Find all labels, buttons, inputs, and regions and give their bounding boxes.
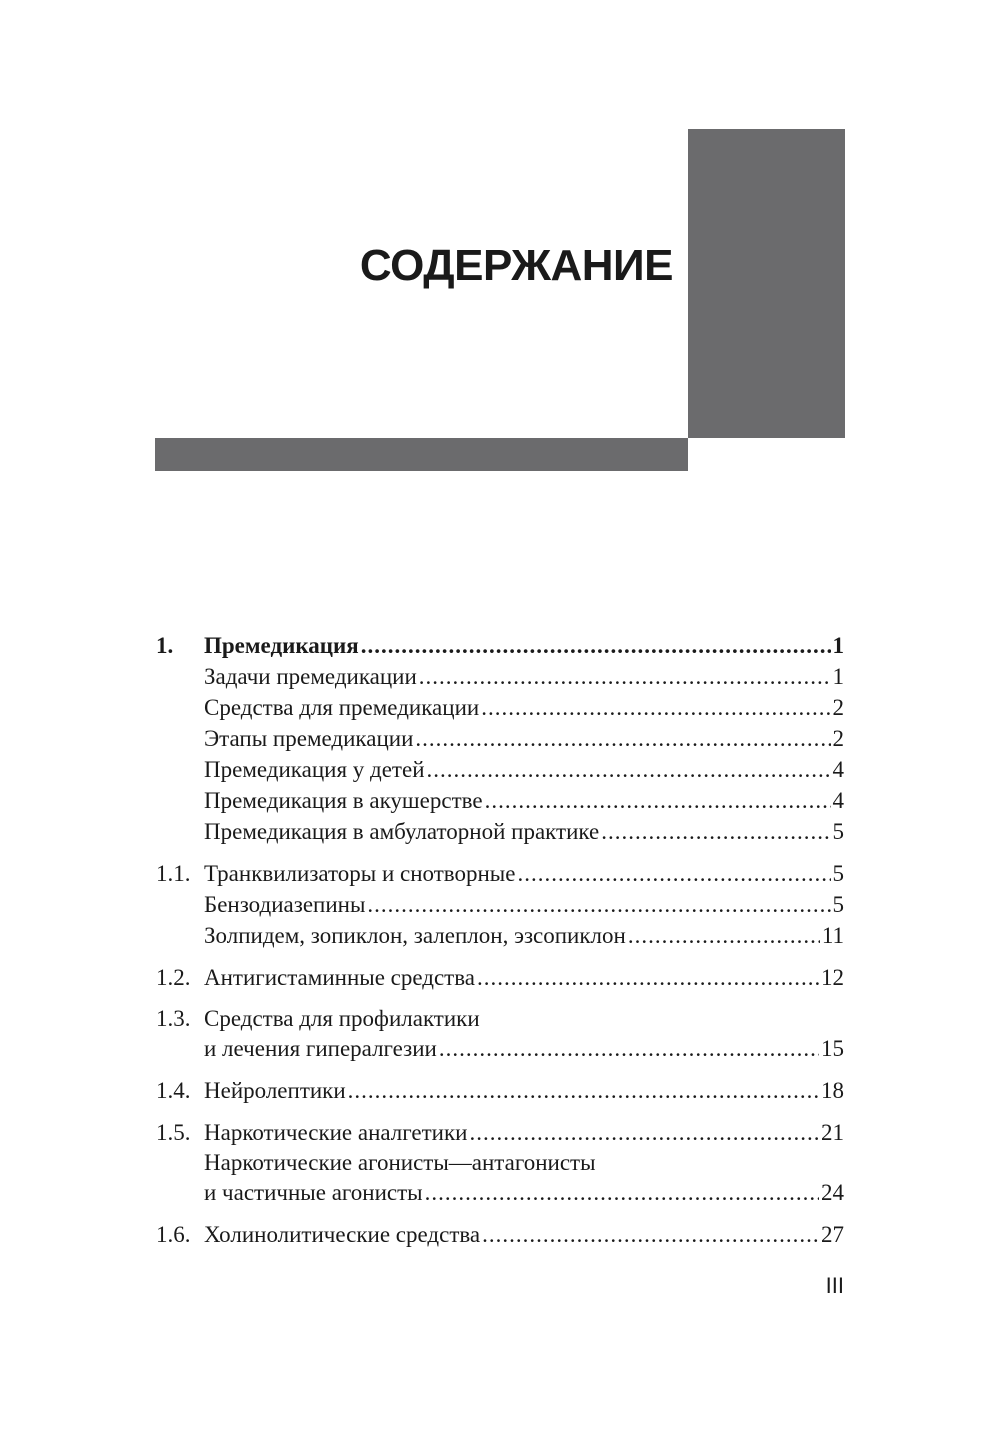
toc-entry (156, 816, 844, 847)
toc-entry-label: Бензодиазепины (204, 892, 366, 917)
toc-entry (156, 661, 844, 692)
toc-entry (156, 723, 844, 754)
toc-entry (156, 889, 844, 920)
toc-entry-page: 2 (832, 695, 844, 720)
toc-entry (156, 858, 844, 889)
toc-entry-number: 1.6. (156, 1222, 191, 1247)
dot-leader (477, 962, 819, 993)
toc-entry (156, 692, 844, 723)
toc-entry-label: Этапы премедикации (204, 726, 414, 751)
toc-entry-number: 1. (156, 633, 174, 658)
dot-leader (517, 858, 830, 889)
toc-entry-page: 24 (821, 1180, 844, 1205)
dot-leader (419, 661, 831, 692)
toc-entry-label: Премедикация в амбулаторной практике (204, 819, 600, 844)
toc-entry-page: 1 (832, 664, 844, 689)
toc-entry-label: Средства для премедикации (204, 695, 480, 720)
toc-entry (156, 785, 844, 816)
toc-entry-label-continued: и лечения гипералгезии (204, 1036, 437, 1061)
page-title: СОДЕРЖАНИЕ (359, 241, 673, 290)
toc-entry-number: 1.4. (156, 1078, 191, 1103)
dot-leader (348, 1075, 819, 1106)
dot-leader (427, 754, 831, 785)
page-number: III (825, 1273, 844, 1298)
toc-entry-label: Наркотические аналгетики (204, 1120, 468, 1145)
toc-entry (156, 1117, 844, 1148)
toc-entry-label: Премедикация в акушерстве (204, 788, 483, 813)
toc-entry-label: Задачи премедикации (204, 664, 417, 689)
toc-entry-page: 11 (821, 923, 844, 948)
dot-leader (469, 1117, 819, 1148)
toc-entry (156, 1219, 844, 1250)
toc-entry-page: 1 (832, 633, 844, 658)
toc-entry-label: Нейролептики (204, 1078, 346, 1103)
toc-entry (156, 1004, 844, 1064)
toc-entry-page: 4 (832, 757, 844, 782)
dot-leader (361, 630, 831, 661)
toc-entry-page: 4 (832, 788, 844, 813)
toc-entry-label: Транквилизаторы и снотворные (204, 861, 516, 886)
dot-leader (425, 1177, 819, 1208)
toc-entry-label: Средства для профилактики (204, 1006, 480, 1031)
toc-entry-label: Премедикация (204, 633, 359, 658)
dot-leader (601, 816, 830, 847)
decorative-gray-bar-horizontal (155, 438, 688, 471)
toc-entry (156, 754, 844, 785)
toc-entry (156, 920, 844, 951)
toc-entry-label: Премедикация у детей (204, 757, 425, 782)
toc-entry (156, 630, 844, 661)
dot-leader (628, 920, 820, 951)
toc-entry-number: 1.1. (156, 861, 191, 886)
dot-leader (367, 889, 830, 920)
toc-entry-number: 1.5. (156, 1120, 191, 1145)
toc-entry (156, 1075, 844, 1106)
dot-leader (485, 785, 831, 816)
toc-entry-label: Антигистаминные средства (204, 965, 476, 990)
dot-leader (415, 723, 830, 754)
toc-entry-page: 2 (832, 726, 844, 751)
toc-entry-label: Холинолитические средства (204, 1222, 481, 1247)
toc-entry (156, 962, 844, 993)
toc-entry-page: 12 (821, 965, 844, 990)
toc-entry-label: Золпидем, зопиклон, залеплон, эзсопиклон (204, 923, 626, 948)
toc-entry-number (156, 1148, 204, 1177)
toc-entry-number: 1.3. (156, 1006, 191, 1031)
toc-entry-page: 21 (821, 1120, 844, 1145)
dot-leader (482, 1219, 819, 1250)
dot-leader (481, 692, 830, 723)
toc-entry-label: Наркотические агонисты—антагонисты (204, 1150, 596, 1175)
toc-entry-page: 18 (821, 1078, 844, 1103)
table-of-contents (156, 630, 844, 1250)
decorative-gray-block-vertical (688, 129, 845, 438)
toc-entry (156, 1148, 844, 1208)
toc-entry-number: 1.2. (156, 965, 191, 990)
toc-entry-page: 5 (832, 819, 844, 844)
toc-entry-page: 5 (832, 861, 844, 886)
dot-leader (439, 1033, 819, 1064)
toc-entry-page: 27 (821, 1222, 844, 1247)
toc-entry-page: 5 (832, 892, 844, 917)
toc-entry-label-continued: и частичные агонисты (204, 1180, 423, 1205)
toc-entry-page: 15 (821, 1036, 844, 1061)
